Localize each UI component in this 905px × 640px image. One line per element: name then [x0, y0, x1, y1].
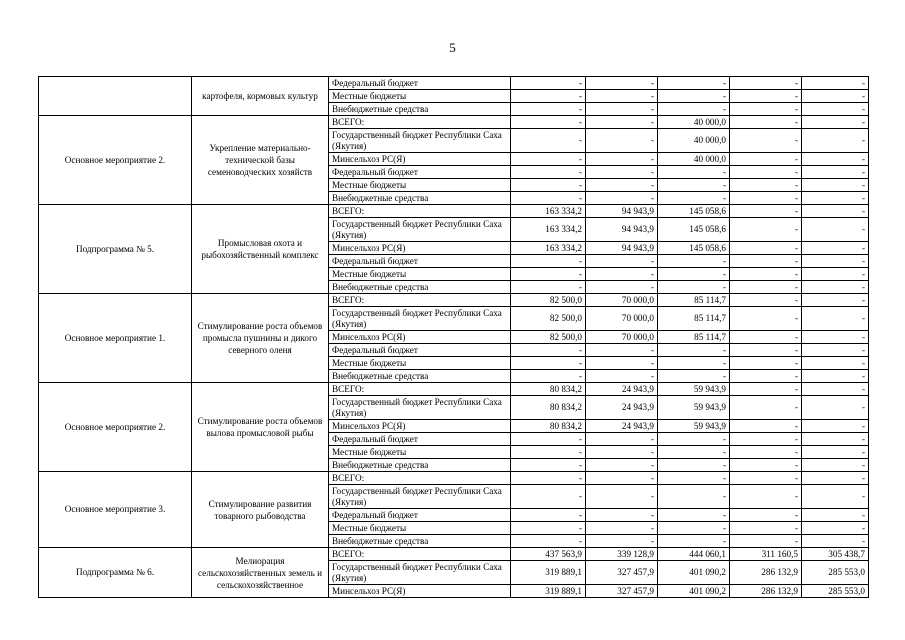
amount-cell: 59 943,9	[658, 420, 730, 433]
program-name-cell: Промысловая охота и рыбохозяйственный комплекс	[192, 205, 329, 294]
funding-source-cell: Государственный бюджет Республики Саха (Якутия)	[329, 561, 511, 585]
amount-cell: -	[511, 433, 586, 446]
amount-cell: 319 889,1	[511, 561, 586, 585]
program-label-cell: Основное мероприятие 3.	[39, 472, 192, 548]
amount-cell: 311 160,5	[730, 548, 802, 561]
amount-cell: -	[730, 396, 802, 420]
amount-cell: -	[802, 268, 869, 281]
amount-cell: -	[658, 370, 730, 383]
amount-cell: -	[586, 344, 658, 357]
amount-cell: -	[511, 459, 586, 472]
funding-source-cell: Федеральный бюджет	[329, 166, 511, 179]
amount-cell: -	[802, 459, 869, 472]
amount-cell: -	[511, 268, 586, 281]
amount-cell: -	[802, 472, 869, 485]
amount-cell: -	[730, 357, 802, 370]
funding-source-cell: ВСЕГО:	[329, 205, 511, 218]
amount-cell: 94 943,9	[586, 218, 658, 242]
budget-table	[38, 76, 869, 598]
amount-cell: -	[511, 344, 586, 357]
amount-cell: -	[658, 255, 730, 268]
funding-source-cell: Внебюджетные средства	[329, 192, 511, 205]
funding-source-cell: Минсельхоз РС(Я)	[329, 585, 511, 598]
funding-source-cell: ВСЕГО:	[329, 294, 511, 307]
amount-cell: 437 563,9	[511, 548, 586, 561]
amount-cell: -	[730, 268, 802, 281]
page-number: 5	[449, 40, 456, 55]
amount-cell: -	[802, 396, 869, 420]
amount-cell: -	[658, 485, 730, 509]
funding-source-cell: Внебюджетные средства	[329, 103, 511, 116]
amount-cell: 286 132,9	[730, 585, 802, 598]
amount-cell: -	[802, 307, 869, 331]
amount-cell: -	[730, 331, 802, 344]
amount-cell: 80 834,2	[511, 396, 586, 420]
amount-cell: 70 000,0	[586, 331, 658, 344]
amount-cell: -	[730, 255, 802, 268]
program-label-cell: Основное мероприятие 2.	[39, 383, 192, 472]
amount-cell: 85 114,7	[658, 331, 730, 344]
amount-cell: 82 500,0	[511, 294, 586, 307]
amount-cell: -	[730, 192, 802, 205]
amount-cell: -	[658, 344, 730, 357]
amount-cell: -	[586, 509, 658, 522]
amount-cell: -	[586, 485, 658, 509]
amount-cell: -	[802, 344, 869, 357]
amount-cell: -	[802, 522, 869, 535]
funding-source-cell: Федеральный бюджет	[329, 255, 511, 268]
amount-cell: -	[802, 294, 869, 307]
amount-cell: -	[730, 77, 802, 90]
amount-cell: -	[658, 459, 730, 472]
program-name-cell: Мелиорация сельскохозяйственных земель и сельскохозяйственное	[192, 548, 329, 598]
amount-cell: -	[511, 153, 586, 166]
amount-cell: -	[658, 433, 730, 446]
funding-source-cell: Минсельхоз РС(Я)	[329, 242, 511, 255]
amount-cell: -	[802, 205, 869, 218]
amount-cell: 94 943,9	[586, 205, 658, 218]
table-row	[39, 294, 869, 307]
amount-cell: -	[730, 522, 802, 535]
amount-cell: -	[730, 90, 802, 103]
amount-cell: -	[586, 522, 658, 535]
amount-cell: -	[658, 522, 730, 535]
program-label-cell: Основное мероприятие 1.	[39, 294, 192, 383]
amount-cell: 401 090,2	[658, 585, 730, 598]
amount-cell: -	[730, 509, 802, 522]
amount-cell: -	[802, 433, 869, 446]
amount-cell: -	[586, 103, 658, 116]
amount-cell: 70 000,0	[586, 294, 658, 307]
amount-cell: 85 114,7	[658, 307, 730, 331]
amount-cell: -	[802, 218, 869, 242]
amount-cell: -	[730, 294, 802, 307]
table-row	[39, 548, 869, 561]
amount-cell: 59 943,9	[658, 383, 730, 396]
amount-cell: -	[730, 472, 802, 485]
amount-cell: -	[586, 129, 658, 153]
amount-cell: -	[802, 103, 869, 116]
amount-cell: -	[730, 116, 802, 129]
amount-cell: 85 114,7	[658, 294, 730, 307]
amount-cell: -	[511, 129, 586, 153]
funding-source-cell: Федеральный бюджет	[329, 344, 511, 357]
amount-cell: -	[730, 103, 802, 116]
amount-cell: -	[511, 90, 586, 103]
amount-cell: -	[658, 90, 730, 103]
amount-cell: -	[802, 255, 869, 268]
amount-cell: -	[802, 446, 869, 459]
amount-cell: -	[658, 446, 730, 459]
funding-source-cell: Государственный бюджет Республики Саха (Якутия)	[329, 307, 511, 331]
program-name-cell: картофеля, кормовых культур	[192, 77, 329, 116]
funding-source-cell: Государственный бюджет Республики Саха (Якутия)	[329, 396, 511, 420]
amount-cell: -	[802, 485, 869, 509]
funding-source-cell: Внебюджетные средства	[329, 370, 511, 383]
amount-cell: -	[730, 218, 802, 242]
amount-cell: -	[586, 116, 658, 129]
amount-cell: -	[586, 459, 658, 472]
amount-cell: 145 058,6	[658, 205, 730, 218]
funding-source-cell: Федеральный бюджет	[329, 433, 511, 446]
funding-source-cell: Местные бюджеты	[329, 357, 511, 370]
amount-cell: 40 000,0	[658, 116, 730, 129]
amount-cell: -	[658, 268, 730, 281]
amount-cell: -	[511, 485, 586, 509]
funding-source-cell: Местные бюджеты	[329, 268, 511, 281]
amount-cell: -	[511, 103, 586, 116]
funding-source-cell: Местные бюджеты	[329, 90, 511, 103]
amount-cell: -	[511, 370, 586, 383]
funding-source-cell: ВСЕГО:	[329, 383, 511, 396]
funding-source-cell: Государственный бюджет Республики Саха (Якутия)	[329, 129, 511, 153]
amount-cell: 94 943,9	[586, 242, 658, 255]
funding-source-cell: Местные бюджеты	[329, 522, 511, 535]
amount-cell: -	[511, 357, 586, 370]
amount-cell: -	[802, 192, 869, 205]
amount-cell: 24 943,9	[586, 420, 658, 433]
amount-cell: -	[730, 370, 802, 383]
amount-cell: 163 334,2	[511, 218, 586, 242]
amount-cell: -	[658, 103, 730, 116]
funding-source-cell: ВСЕГО:	[329, 548, 511, 561]
amount-cell: 285 553,0	[802, 585, 869, 598]
amount-cell: -	[586, 77, 658, 90]
amount-cell: -	[511, 166, 586, 179]
amount-cell: 24 943,9	[586, 383, 658, 396]
funding-source-cell: Местные бюджеты	[329, 446, 511, 459]
funding-source-cell: Внебюджетные средства	[329, 535, 511, 548]
funding-source-cell: ВСЕГО:	[329, 116, 511, 129]
amount-cell: 70 000,0	[586, 307, 658, 331]
amount-cell: -	[586, 90, 658, 103]
amount-cell: -	[586, 255, 658, 268]
amount-cell: -	[511, 281, 586, 294]
program-name-cell: Стимулирование роста объемов промысла пушнины и дикого северного оленя	[192, 294, 329, 383]
amount-cell: -	[802, 420, 869, 433]
amount-cell: -	[511, 255, 586, 268]
amount-cell: -	[802, 370, 869, 383]
amount-cell: -	[511, 535, 586, 548]
amount-cell: -	[511, 116, 586, 129]
amount-cell: 327 457,9	[586, 585, 658, 598]
amount-cell: 444 060,1	[658, 548, 730, 561]
amount-cell: -	[802, 166, 869, 179]
amount-cell: -	[658, 535, 730, 548]
amount-cell: 286 132,9	[730, 561, 802, 585]
amount-cell: -	[730, 242, 802, 255]
table-row	[39, 77, 869, 90]
amount-cell: -	[802, 357, 869, 370]
amount-cell: -	[511, 192, 586, 205]
amount-cell: 80 834,2	[511, 383, 586, 396]
amount-cell: -	[730, 344, 802, 357]
amount-cell: -	[511, 446, 586, 459]
amount-cell: 80 834,2	[511, 420, 586, 433]
amount-cell: -	[658, 357, 730, 370]
amount-cell: -	[802, 383, 869, 396]
amount-cell: -	[586, 357, 658, 370]
amount-cell: -	[658, 179, 730, 192]
amount-cell: -	[658, 472, 730, 485]
program-label-cell	[39, 77, 192, 116]
amount-cell: -	[730, 205, 802, 218]
amount-cell: 82 500,0	[511, 307, 586, 331]
amount-cell: 163 334,2	[511, 205, 586, 218]
amount-cell: -	[586, 433, 658, 446]
amount-cell: -	[730, 433, 802, 446]
funding-source-cell: Минсельхоз РС(Я)	[329, 331, 511, 344]
funding-source-cell: Внебюджетные средства	[329, 459, 511, 472]
amount-cell: 40 000,0	[658, 153, 730, 166]
amount-cell: -	[802, 509, 869, 522]
funding-source-cell: Минсельхоз РС(Я)	[329, 420, 511, 433]
amount-cell: 24 943,9	[586, 396, 658, 420]
amount-cell: -	[802, 179, 869, 192]
program-name-cell: Стимулирование развития товарного рыбоводства	[192, 472, 329, 548]
amount-cell: 59 943,9	[658, 396, 730, 420]
amount-cell: -	[730, 459, 802, 472]
funding-source-cell: Государственный бюджет Республики Саха (Якутия)	[329, 485, 511, 509]
amount-cell: 285 553,0	[802, 561, 869, 585]
funding-source-cell: Федеральный бюджет	[329, 509, 511, 522]
amount-cell: -	[586, 535, 658, 548]
amount-cell: -	[511, 179, 586, 192]
amount-cell: -	[586, 166, 658, 179]
amount-cell: -	[658, 509, 730, 522]
amount-cell: -	[730, 535, 802, 548]
amount-cell: -	[730, 485, 802, 509]
amount-cell: -	[802, 535, 869, 548]
amount-cell: -	[586, 472, 658, 485]
funding-source-cell: ВСЕГО:	[329, 472, 511, 485]
amount-cell: -	[730, 446, 802, 459]
amount-cell: -	[586, 268, 658, 281]
amount-cell: 145 058,6	[658, 242, 730, 255]
amount-cell: -	[802, 116, 869, 129]
amount-cell: 319 889,1	[511, 585, 586, 598]
amount-cell: 327 457,9	[586, 561, 658, 585]
amount-cell: -	[730, 166, 802, 179]
amount-cell: -	[730, 179, 802, 192]
program-label-cell: Подпрограмма № 6.	[39, 548, 192, 598]
amount-cell: -	[802, 77, 869, 90]
amount-cell: -	[802, 153, 869, 166]
amount-cell: -	[658, 77, 730, 90]
amount-cell: -	[802, 281, 869, 294]
amount-cell: -	[586, 192, 658, 205]
amount-cell: -	[511, 77, 586, 90]
program-label-cell: Подпрограмма № 5.	[39, 205, 192, 294]
amount-cell: 163 334,2	[511, 242, 586, 255]
amount-cell: -	[511, 472, 586, 485]
amount-cell: -	[802, 129, 869, 153]
amount-cell: -	[802, 242, 869, 255]
amount-cell: 145 058,6	[658, 218, 730, 242]
amount-cell: -	[802, 331, 869, 344]
amount-cell: -	[586, 179, 658, 192]
amount-cell: -	[730, 153, 802, 166]
amount-cell: 82 500,0	[511, 331, 586, 344]
amount-cell: -	[511, 509, 586, 522]
funding-source-cell: Федеральный бюджет	[329, 77, 511, 90]
amount-cell: 339 128,9	[586, 548, 658, 561]
amount-cell: -	[730, 307, 802, 331]
program-name-cell: Укрепление материально-технической базы семеноводческих хозяйств	[192, 116, 329, 205]
amount-cell: -	[586, 446, 658, 459]
amount-cell: -	[586, 153, 658, 166]
amount-cell: 40 000,0	[658, 129, 730, 153]
amount-cell: -	[730, 281, 802, 294]
table-row	[39, 472, 869, 485]
amount-cell: 401 090,2	[658, 561, 730, 585]
program-label-cell: Основное мероприятие 2.	[39, 116, 192, 205]
program-name-cell: Стимулирование роста объемов вылова промысловой рыбы	[192, 383, 329, 472]
amount-cell: -	[658, 166, 730, 179]
amount-cell: -	[730, 129, 802, 153]
funding-source-cell: Внебюджетные средства	[329, 281, 511, 294]
funding-source-cell: Минсельхоз РС(Я)	[329, 153, 511, 166]
amount-cell: -	[658, 192, 730, 205]
table-row	[39, 205, 869, 218]
amount-cell: -	[511, 522, 586, 535]
amount-cell: -	[586, 281, 658, 294]
funding-source-cell: Государственный бюджет Республики Саха (Якутия)	[329, 218, 511, 242]
amount-cell: -	[802, 90, 869, 103]
table-row	[39, 116, 869, 129]
amount-cell: -	[586, 370, 658, 383]
amount-cell: -	[730, 383, 802, 396]
amount-cell: -	[730, 420, 802, 433]
funding-source-cell: Местные бюджеты	[329, 179, 511, 192]
table-row	[39, 383, 869, 396]
amount-cell: -	[658, 281, 730, 294]
amount-cell: 305 438,7	[802, 548, 869, 561]
